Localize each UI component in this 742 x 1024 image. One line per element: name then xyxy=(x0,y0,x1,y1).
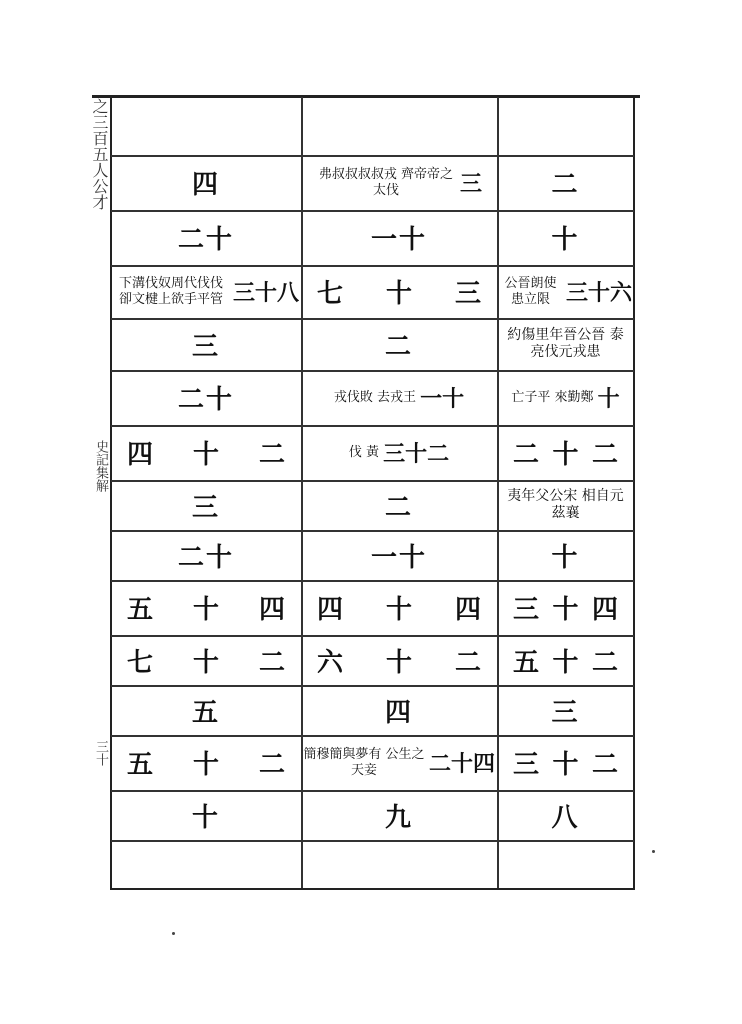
margin-book-title: 史記集解 xyxy=(93,440,108,492)
table-cell xyxy=(499,320,632,368)
cell-numeral: 十 xyxy=(552,647,579,678)
cell-annotation: 約傷里年晉公晉 泰亮伐元戎患 xyxy=(507,327,624,360)
cell-numeral: 十 xyxy=(192,595,219,625)
cell-number: 十 xyxy=(551,542,580,573)
cell-number: 一十 xyxy=(420,386,465,412)
cell-annotation: 簡穆簡與夢有 公生之天妾 xyxy=(303,746,425,778)
cell-numeral: 三 xyxy=(513,750,540,780)
cell-number: 三十六 xyxy=(565,280,632,306)
table-cell xyxy=(113,792,299,838)
table-cell xyxy=(113,372,299,423)
cell-numeral: 二 xyxy=(591,440,618,470)
cell-numeral: 二 xyxy=(258,647,285,678)
cell-numeral: 二 xyxy=(591,750,618,780)
table-cell xyxy=(113,320,299,368)
cell-numeral: 十 xyxy=(385,647,412,678)
table-cell xyxy=(113,582,299,633)
cell-number: 三 xyxy=(191,492,220,523)
cell-number: 四 xyxy=(384,697,413,728)
cell-numeral: 四 xyxy=(258,595,285,625)
cell-numeral: 七 xyxy=(317,279,344,309)
cell-annotation: 伐 黃 xyxy=(348,444,380,460)
cell-numeral: 十 xyxy=(552,595,579,625)
table-cell xyxy=(113,482,299,528)
cell-number: 三 xyxy=(551,697,580,728)
table-cell xyxy=(303,157,495,208)
cell-numeral: 七 xyxy=(127,647,154,678)
cell-numeral: 五 xyxy=(513,647,540,678)
cell-number: 三 xyxy=(459,171,482,197)
cell-numeral: 十 xyxy=(552,440,579,470)
cell-numeral: 四 xyxy=(591,595,618,625)
cell-numeral: 三 xyxy=(513,595,540,625)
table-cell xyxy=(113,842,299,886)
table-cell xyxy=(303,372,495,423)
cell-number: 二十四 xyxy=(428,751,495,777)
cell-numeral: 六 xyxy=(317,647,344,678)
cell-numeral: 四 xyxy=(454,595,481,625)
cell-numeral: 二 xyxy=(591,647,618,678)
cell-number: 三十八 xyxy=(232,280,299,306)
cell-numeral: 二 xyxy=(258,750,285,780)
cell-numeral: 十 xyxy=(385,279,412,309)
cell-number: 二十 xyxy=(177,225,234,255)
cell-annotation: 公晉朗使 患立限 xyxy=(504,275,557,307)
table-cell xyxy=(303,792,495,838)
table-cell xyxy=(499,582,632,633)
cell-numeral: 三 xyxy=(454,279,481,309)
cell-annotation: 下溝伐奴周代伐伐 卻文楗上欲手平管 xyxy=(118,275,223,307)
table-cell xyxy=(499,532,632,578)
cell-numeral: 十 xyxy=(192,647,219,678)
cell-number: 二 xyxy=(384,331,413,362)
cell-numeral: 十 xyxy=(192,750,219,780)
table-cell xyxy=(303,212,495,263)
cell-number: 十 xyxy=(551,225,580,255)
table-cell xyxy=(303,267,495,316)
table-cell xyxy=(303,687,495,733)
table-cell xyxy=(499,427,632,478)
table-cell xyxy=(303,737,495,788)
table-cell xyxy=(499,687,632,733)
cell-number: 九 xyxy=(384,802,413,833)
table-cell xyxy=(113,267,299,316)
table-cell xyxy=(303,842,495,886)
cell-numeral: 五 xyxy=(127,595,154,625)
cell-number: 十 xyxy=(191,802,220,833)
table-cell xyxy=(303,532,495,578)
cell-number: 一十 xyxy=(370,225,427,255)
table-cell xyxy=(113,687,299,733)
cell-number: 三十二 xyxy=(383,441,450,467)
cell-number: 二十 xyxy=(177,385,234,415)
speck xyxy=(652,850,655,853)
cell-annotation: 戎伐敗 去戎王 xyxy=(333,389,417,405)
cell-numeral: 十 xyxy=(385,595,412,625)
cell-number: 二十 xyxy=(177,542,234,573)
cell-numeral: 十 xyxy=(552,750,579,780)
table-cell xyxy=(499,842,632,886)
table-cell xyxy=(303,427,495,478)
cell-numeral: 二 xyxy=(454,647,481,678)
cell-number: 八 xyxy=(551,802,580,833)
table-cell xyxy=(113,157,299,208)
margin-title-fragment: 之三百五人公才 xyxy=(90,98,109,210)
table-cell xyxy=(303,320,495,368)
table-cell xyxy=(303,582,495,633)
cell-annotation: 夷年父公宋 相自元茲襄 xyxy=(507,488,624,521)
cell-numeral: 二 xyxy=(258,440,285,470)
table-cell xyxy=(499,372,632,423)
cell-number: 二 xyxy=(551,170,580,200)
cell-numeral: 五 xyxy=(127,750,154,780)
cell-number: 十 xyxy=(597,386,620,412)
cell-numeral: 二 xyxy=(513,440,540,470)
table-cell xyxy=(113,212,299,263)
table-cell xyxy=(113,637,299,683)
cell-number: 二 xyxy=(384,492,413,523)
table-cell xyxy=(499,792,632,838)
cell-numeral: 四 xyxy=(317,595,344,625)
table-cell xyxy=(499,637,632,683)
cell-number: 五 xyxy=(191,697,220,728)
cell-number: 四 xyxy=(191,170,220,200)
cell-numeral: 四 xyxy=(127,440,154,470)
cell-numeral: 十 xyxy=(192,440,219,470)
cell-annotation: 弗叔叔叔叔戎 齊帝帝之太伐 xyxy=(318,166,454,198)
table-cell xyxy=(499,482,632,528)
cell-number: 一十 xyxy=(370,542,427,573)
table-cell xyxy=(303,637,495,683)
table-cell xyxy=(113,737,299,788)
table-cell xyxy=(499,737,632,788)
table-cell xyxy=(499,212,632,263)
table-cell xyxy=(499,267,632,316)
cell-annotation: 亡子平 來勤鄭 xyxy=(511,389,594,405)
cell-number: 三 xyxy=(191,331,220,362)
speck xyxy=(172,932,175,935)
table-cell xyxy=(303,482,495,528)
margin-page-number: 三十 xyxy=(93,740,108,766)
table-cell xyxy=(499,157,632,208)
table-cell xyxy=(113,532,299,578)
table-cell xyxy=(113,427,299,478)
